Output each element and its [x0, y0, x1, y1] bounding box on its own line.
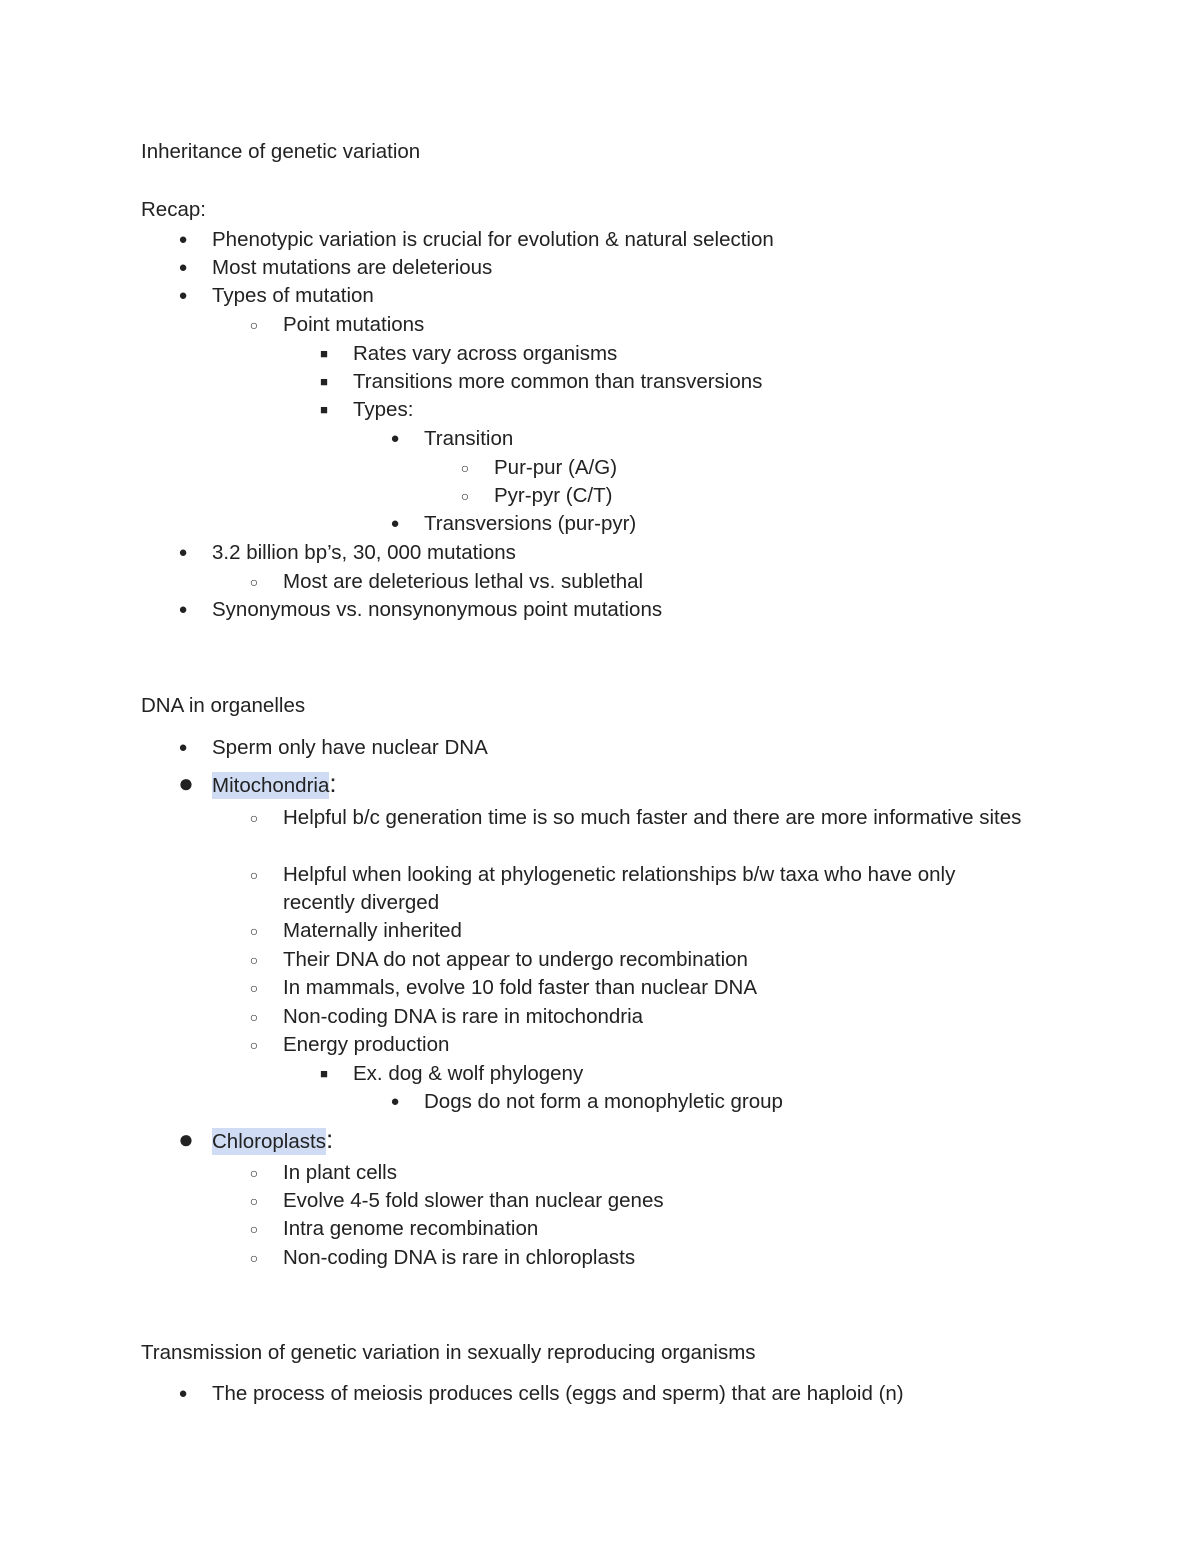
- hollow-bullet-icon: ○: [460, 488, 470, 504]
- bullet-icon: ●: [178, 601, 188, 618]
- list-item: ○ Energy production: [283, 1031, 449, 1059]
- list-item: ● Transition: [424, 425, 513, 453]
- list-item-mitochondria: ● Mitochondria:: [212, 769, 337, 797]
- list-item: ○ Pyr-pyr (C/T): [494, 482, 612, 510]
- list-item: ○ In plant cells: [283, 1159, 397, 1187]
- list-item: ● The process of meiosis produces cells (eggs and sperm) that are haploid (n): [212, 1380, 904, 1408]
- highlighted-term: Chloroplasts: [212, 1130, 326, 1153]
- list-item: ○ Evolve 4-5 fold slower than nuclear genes: [283, 1187, 664, 1215]
- bullet-icon: ●: [178, 739, 188, 756]
- list-item: ● Synonymous vs. nonsynonymous point mutations: [212, 596, 662, 624]
- hollow-bullet-icon: ○: [249, 1009, 259, 1025]
- list-item-chloroplasts: ● Chloroplasts:: [212, 1125, 333, 1153]
- bullet-icon: ●: [390, 430, 400, 447]
- hollow-bullet-icon: ○: [249, 810, 259, 826]
- section-title-inheritance: Inheritance of genetic variation: [141, 140, 421, 163]
- list-item: ○ Non-coding DNA is rare in chloroplasts: [283, 1244, 635, 1272]
- square-bullet-icon: ■: [320, 346, 328, 361]
- list-item: ○ In mammals, evolve 10 fold faster than nuclear DNA: [283, 974, 757, 1002]
- hollow-bullet-icon: ○: [249, 1250, 259, 1266]
- list-item: ● 3.2 billion bp’s, 30, 000 mutations: [212, 539, 516, 567]
- hollow-bullet-icon: ○: [249, 1193, 259, 1209]
- hollow-bullet-icon: ○: [249, 867, 259, 883]
- highlighted-term: Mitochondria: [212, 774, 330, 797]
- list-item: ● Most mutations are deleterious: [212, 254, 492, 282]
- list-item: ● Types of mutation: [212, 282, 374, 310]
- list-item: ○ Their DNA do not appear to undergo recombination: [283, 946, 748, 974]
- list-item: ● Phenotypic variation is crucial for evolution & natural selection: [212, 226, 774, 254]
- list-item: ■ Ex. dog & wolf phylogeny: [353, 1060, 583, 1088]
- square-bullet-icon: ■: [320, 402, 328, 417]
- hollow-bullet-icon: ○: [249, 574, 259, 590]
- bullet-icon: ●: [178, 287, 188, 304]
- list-item: ○ Intra genome recombination: [283, 1215, 538, 1243]
- square-bullet-icon: ■: [320, 1066, 328, 1081]
- square-bullet-icon: ■: [320, 374, 328, 389]
- list-item: ■ Types:: [353, 396, 413, 424]
- hollow-bullet-icon: ○: [460, 460, 470, 476]
- list-item: ○ Helpful when looking at phylogenetic relationships b/w taxa who have only recently diverged: [283, 861, 1023, 917]
- bullet-icon: ●: [178, 259, 188, 276]
- hollow-bullet-icon: ○: [249, 1165, 259, 1181]
- list-item: ○ Maternally inherited: [283, 917, 462, 945]
- hollow-bullet-icon: ○: [249, 952, 259, 968]
- bullet-icon: ●: [178, 1385, 188, 1402]
- section-title-transmission: Transmission of genetic variation in sexually reproducing organisms: [141, 1341, 756, 1364]
- hollow-bullet-icon: ○: [249, 317, 259, 333]
- list-item: ○ Non-coding DNA is rare in mitochondria: [283, 1003, 643, 1031]
- bullet-icon: ●: [178, 1124, 194, 1154]
- list-item: ○ Helpful b/c generation time is so much faster and there are more informative sites: [283, 804, 1023, 832]
- bullet-icon: ●: [178, 544, 188, 561]
- bullet-icon: ●: [390, 1093, 400, 1110]
- hollow-bullet-icon: ○: [249, 980, 259, 996]
- list-item: ○ Point mutations: [283, 311, 424, 339]
- recap-label: Recap:: [141, 198, 206, 221]
- list-item: ● Sperm only have nuclear DNA: [212, 734, 488, 762]
- list-item: ● Transversions (pur-pyr): [424, 510, 636, 538]
- bullet-icon: ●: [178, 231, 188, 248]
- list-item: ○ Most are deleterious lethal vs. sublethal: [283, 568, 643, 596]
- section-title-organelles: DNA in organelles: [141, 694, 306, 717]
- hollow-bullet-icon: ○: [249, 1221, 259, 1237]
- list-item: ■ Transitions more common than transversions: [353, 368, 762, 396]
- list-item: ○ Pur-pur (A/G): [494, 454, 617, 482]
- bullet-icon: ●: [178, 768, 194, 798]
- list-item: ● Dogs do not form a monophyletic group: [424, 1088, 783, 1116]
- list-item: ■ Rates vary across organisms: [353, 340, 617, 368]
- hollow-bullet-icon: ○: [249, 1037, 259, 1053]
- hollow-bullet-icon: ○: [249, 923, 259, 939]
- bullet-icon: ●: [390, 515, 400, 532]
